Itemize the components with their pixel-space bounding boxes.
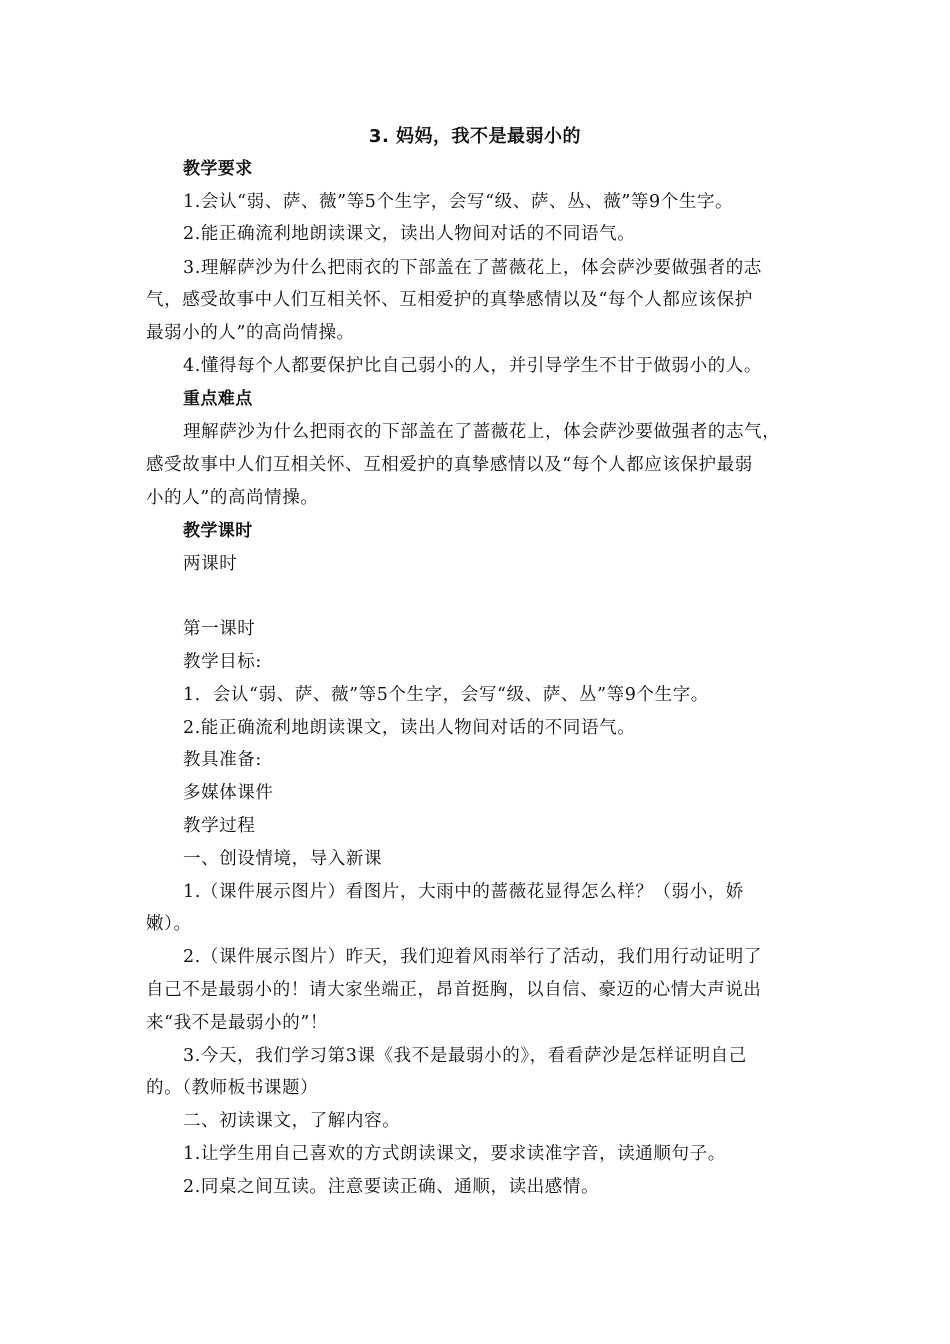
requirement-line: 气，感受故事中人们互相关怀、互相爱护的真挚感情以及“每个人都应该保护 (146, 290, 753, 310)
step1-line: 3.今天，我们学习第3课《我不是最弱小的》，看看萨沙是怎样证明自己 (183, 1046, 747, 1066)
requirement-line: 1.会认“弱、萨、薇”等5个生字，会写“级、萨、丛、薇”等9个生字。 (183, 192, 734, 212)
step1-line: 1.（课件展示图片）看图片，大雨中的蔷薇花显得怎么样？（弱小，娇 (183, 882, 744, 902)
requirement-line: 2.能正确流利地朗读课文，读出人物间对话的不同语气。 (183, 224, 636, 244)
step1-line: 自己不是最弱小的！请大家坐端正，昂首挺胸，以自信、豪迈的心情大声说出 (146, 980, 762, 1000)
requirement-line: 4.懂得每个人都要保护比自己弱小的人，并引导学生不甘于做弱小的人。 (183, 356, 762, 376)
goal-line: 1．会认“弱、萨、薇”等5个生字，会写“级、萨、丛”等9个生字。 (183, 685, 709, 705)
step1-line: 来“我不是最弱小的”！ (146, 1013, 328, 1033)
step2-title: 二、初读课文，了解内容。 (183, 1111, 401, 1131)
goals-label: 教学目标: (183, 652, 262, 672)
tools-value: 多媒体课件 (183, 783, 274, 803)
step2-line: 1.让学生用自己喜欢的方式朗读课文，要求读准字音，读通顺句子。 (183, 1144, 726, 1164)
step1-line: 2.（课件展示图片）昨天，我们迎着风雨举行了活动，我们用行动证明了 (183, 947, 762, 967)
lesson-title: 3. 妈妈，我不是最弱小的 (368, 126, 582, 147)
key-points-line: 感受故事中人们互相关怀、互相爱护的真挚感情以及“每个人都应该保护最弱 (146, 455, 753, 475)
key-points-heading: 重点难点 (183, 389, 253, 409)
step1-title: 一、创设情境，导入新课 (183, 849, 383, 869)
tools-label: 教具准备: (183, 750, 262, 770)
requirement-line: 最弱小的人”的高尚情操。 (146, 323, 355, 343)
requirement-line: 3.理解萨沙为什么把雨衣的下部盖在了蔷薇花上，体会萨沙要做强者的志 (183, 258, 762, 278)
hours-value: 两课时 (183, 554, 238, 574)
goal-line: 2.能正确流利地朗读课文，读出人物间对话的不同语气。 (183, 718, 636, 738)
key-points-line: 理解萨沙为什么把雨衣的下部盖在了蔷薇花上，体会萨沙要做强者的志气， (183, 422, 781, 442)
key-points-line: 小的人”的高尚情操。 (146, 488, 319, 508)
step1-line: 的。（教师板书课题） (146, 1078, 319, 1098)
first-lesson-label: 第一课时 (183, 619, 256, 639)
step2-line: 2.同桌之间互读。注意要读正确、通顺，读出感情。 (183, 1177, 600, 1197)
hours-heading: 教学课时 (183, 521, 253, 541)
requirements-heading: 教学要求 (183, 159, 253, 179)
process-label: 教学过程 (183, 816, 256, 836)
step1-line: 嫩）。 (146, 914, 192, 934)
